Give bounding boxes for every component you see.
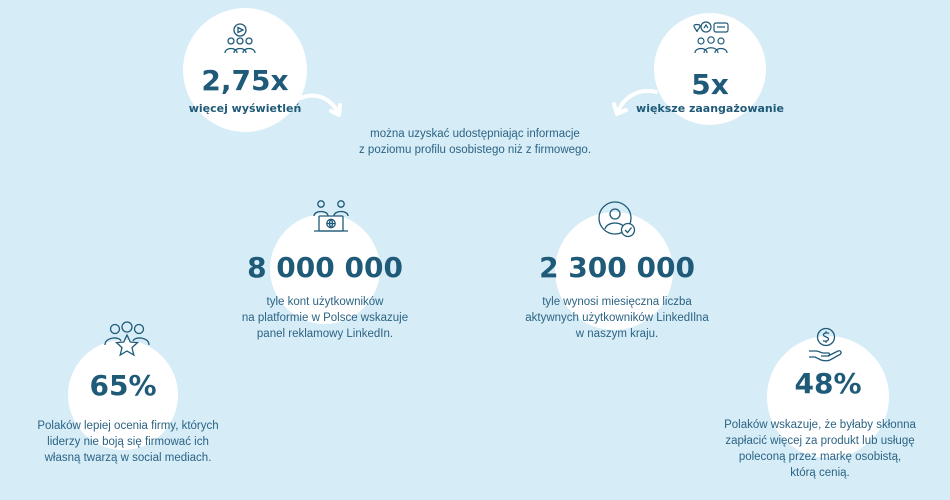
stat-value-views: 2,75x: [201, 64, 289, 97]
hand-money-icon: [806, 326, 846, 362]
laptop-users-icon: [310, 197, 352, 237]
desc-line: poleconą przez markę osobistą,: [738, 451, 902, 463]
stat-desc-monthly: [497, 294, 737, 342]
stat-label-views: więcej wyświetleń: [188, 102, 302, 115]
stat-desc-accounts: [205, 294, 445, 342]
desc-line: własną twarzą w social mediach.: [44, 452, 212, 464]
curved-arrow-right-icon: [298, 90, 344, 122]
share-note-line: można uzyskać udostępniając informacje: [370, 128, 580, 140]
desc-line: Polaków wskazuje, że byłaby skłonna: [724, 419, 916, 431]
stat-value-engagement: 5x: [691, 68, 729, 101]
stat-value-accounts: 8 000 000: [247, 251, 403, 284]
stat-label-engagement: większe zaangażowanie: [636, 102, 784, 115]
stat-value-pay-more: 48%: [794, 367, 862, 400]
stat-desc-pay-more: [700, 417, 940, 481]
stat-desc-leaders: [8, 418, 248, 466]
team-star-icon: [102, 321, 152, 359]
share-note-line: z poziomu profilu osobistego niż z firmowego.: [358, 144, 592, 156]
desc-line: na platformie w Polsce wskazuje: [241, 312, 409, 324]
curved-arrow-left-icon: [610, 86, 660, 122]
desc-line: Polaków lepiej ocenia firmy, których: [37, 420, 219, 432]
desc-line: w naszym kraju.: [575, 328, 659, 340]
share-note-text: [305, 126, 645, 158]
desc-line: aktywnych użytkowników LinkedIlna: [525, 312, 709, 324]
stat-value-leaders: 65%: [89, 369, 157, 402]
desc-line: liderzy nie boją się firmować ich: [47, 436, 209, 448]
desc-line: tyle kont użytkowników: [266, 296, 384, 308]
user-verified-icon: [597, 200, 639, 242]
video-audience-icon: [222, 21, 258, 57]
desc-line: którą cenią.: [790, 467, 850, 479]
desc-line: tyle wynosi miesięczna liczba: [542, 296, 692, 308]
desc-line: panel reklamowy LinkedIn.: [256, 328, 394, 340]
stat-value-monthly: 2 300 000: [539, 251, 695, 284]
desc-line: zapłacić więcej za produkt lub usługę: [725, 435, 915, 447]
social-engagement-icon: [690, 21, 732, 57]
